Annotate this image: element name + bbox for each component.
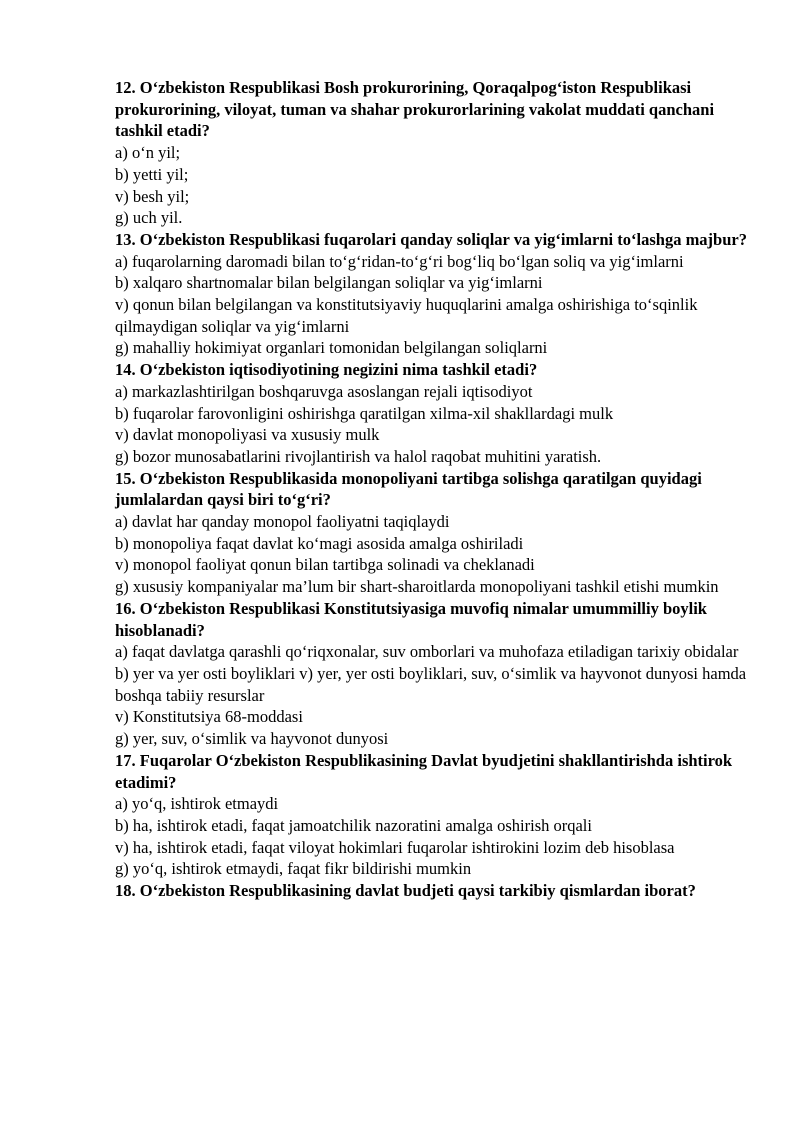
answer-option: a) fuqarolarning daromadi bilan to‘g‘ridan-to‘g‘ri bog‘liq bo‘lgan soliq va yig‘imlarni [115,251,684,271]
answer-option: b) xalqaro shartnomalar bilan belgilangan soliqlar va yig‘imlarni [115,273,543,293]
answer-option: b) monopoliya faqat davlat ko‘magi asosida amalga oshiriladi [115,533,524,553]
question-17 [115,750,755,880]
answer-option: a) markazlashtirilgan boshqaruvga asoslangan rejali iqtisodiyot [115,381,533,401]
answer-option: g) yer, suv, o‘simlik va hayvonot dunyosi [115,729,389,749]
answer-option: g) yo‘q, ishtirok etmaydi, faqat fikr bildirishi mumkin [115,859,472,879]
answer-option: v) qonun bilan belgilangan va konstitutsiyaviy huquqlarini amalga oshirishiga to‘sqinlik qilmaydigan soliqlar va yig‘imlarni [115,295,698,336]
answer-option: a) faqat davlatga qarashli qo‘riqxonalar, suv omborlari va muhofaza etiladigan tarixiy obidalar [115,642,739,662]
answer-option: v) monopol faoliyat qonun bilan tartibga solinadi va cheklanadi [115,555,535,575]
answer-option: b) yetti yil; [115,164,189,184]
answer-option: b) fuqarolar farovonligini oshirishga qaratilgan xilma-xil shakllardagi mulk [115,403,614,423]
question-title: 16. O‘zbekiston Respublikasi Konstitutsiyasiga muvofiq nimalar umummilliy boylik hisoblanadi? [115,598,707,640]
answer-option: v) davlat monopoliyasi va xususiy mulk [115,425,380,445]
answer-option: g) uch yil. [115,208,183,228]
answer-option: b) ha, ishtirok etadi, faqat jamoatchilik nazoratini amalga oshirish orqali [115,815,592,835]
question-18 [115,880,755,902]
answer-option: g) bozor munosabatlarini rivojlantirish va halol raqobat muhitini yaratish. [115,446,602,466]
question-title: 18. O‘zbekiston Respublikasining davlat budjeti qaysi tarkibiy qismlardan iborat? [115,881,696,901]
question-title: 14. O‘zbekiston iqtisodiyotining negizini nima tashkil etadi? [115,360,538,380]
answer-option: a) yo‘q, ishtirok etmaydi [115,794,279,814]
question-title: 17. Fuqarolar O‘zbekiston Respublikasining Davlat byudjetini shakllantirishda ishtirok etadimi? [115,750,733,792]
answer-option: g) xususiy kompaniyalar ma’lum bir shart-sharoitlarda monopoliyani tashkil etishi mumkin [115,577,719,597]
answer-option: b) yer va yer osti boyliklari v) yer, yer osti boyliklari, suv, o‘simlik va hayvonot dunyosi hamda boshqa tabiiy resurslar [115,663,747,705]
document-page [115,77,755,902]
question-15 [115,468,755,598]
question-13 [115,229,755,359]
answer-option: v) ha, ishtirok etadi, faqat viloyat hokimlari fuqarolar ishtirokini lozim deb hisoblasa [115,837,675,857]
answer-option: v) besh yil; [115,186,190,206]
answer-option: a) o‘n yil; [115,143,181,163]
answer-option: a) davlat har qanday monopol faoliyatni taqiqlaydi [115,512,450,532]
question-14 [115,359,755,468]
question-title: 12. O‘zbekiston Respublikasi Bosh prokurorining, Qoraqalpog‘iston Respublikasi prokurorining, viloyat, tuman va shahar prokurorlarining vakolat muddati qanchani tashkil etadi? [115,78,715,141]
answer-option: g) mahalliy hokimiyat organlari tomonidan belgilangan soliqlarni [115,338,548,358]
question-12 [115,77,755,229]
question-16 [115,598,755,750]
answer-option: v) Konstitutsiya 68-moddasi [115,707,303,727]
question-title: 15. O‘zbekiston Respublikasida monopoliyani tartibga solishga qaratilgan quyidagi jumlalardan qaysi biri to‘g‘ri? [115,468,702,510]
question-title: 13. O‘zbekiston Respublikasi fuqarolari qanday soliqlar va yig‘imlarni to‘lashga majbur? [115,229,747,249]
